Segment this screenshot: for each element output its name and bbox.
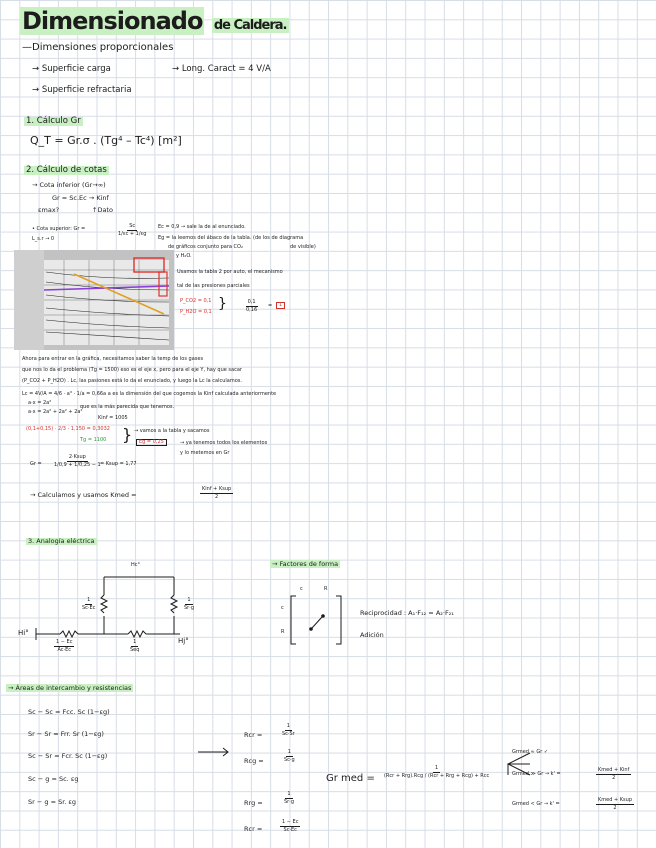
gr-result-label: Gr = [30,461,42,467]
long-caract: → Long. Caract = 4 V/A [172,64,271,74]
note-graficos: de gráficos conjunto para CO₂ [168,244,243,250]
lsr-label: L_s.r → 0 [32,236,55,242]
grmed-fraction [382,766,491,779]
area-row-1: Sc − Sc = Fcc. Sc (1−εg) [28,708,110,716]
bracket-note-2: → ya tenemos todos los elementos [180,440,268,446]
eg-value: Eg = 0,25 [136,439,167,446]
kmed-num: Kinf + Ksup [202,486,232,492]
p-co2: P_CO2 = 0,1 [180,298,212,304]
s3-heading: 3. Analogía eléctrica [28,537,95,545]
lc-line-1: Lc = 4V/A = 4/6 · a³ · 1/a = 0,66a a es la dimensión del que cogemos la Kinf calculada anteriormente [22,391,277,397]
page-title [20,9,289,33]
grmed-den: (Rcr + Rrg).Rcg / (Rcr + Rrg + Rcg) + Rcc [384,773,490,779]
s4-heading-text: → Áreas de intercambio y resistencias [8,684,132,692]
r-sr-g-num: 1 [187,597,191,603]
gr-result-den: 1/0,9 + 1/0,25 − 1 [54,462,101,468]
factores-forma-text: → Factores de forma [272,560,339,568]
paragraph-3: (P_CO2 + P_H2O) . Lc, las pasiones está lo da el enunciado, y luego la Lc la calculamos. [22,378,242,384]
case-equal: Grmed ≈ Gr ✓ [512,749,549,755]
reciprocidad: Reciprocidad : A₁·F₁₂ = A₂·F₂₁ [360,609,454,617]
node-hj: Hj° [178,637,189,645]
r-seq [128,640,141,653]
note-visible: de visible) [290,244,316,250]
tg-value: Tg = 1100 [80,437,107,443]
brace-tg: } [122,425,133,444]
rcr-den: Sc·Sr [282,731,295,737]
case-greater-num: Kmed + Kinf [598,767,630,773]
paragraph-2: que nos lo da el problema (Tg = 1500) eso es el eje x, pero para el eje Y, hay que sacar [22,367,242,373]
intro-item-refractaria: → Superficie refractaria [32,85,132,95]
brace-p: } [218,296,227,312]
area-row-5: Sr − g = Sr. εg [28,798,77,806]
side-note-1: Usamos la tabla 2 por auto, el mecanismo [177,269,283,275]
rcc-fraction [280,820,300,833]
s1-heading: 1. Cálculo Gr [26,116,81,126]
s2-heading: 2. Cálculo de cotas [26,165,107,175]
r-sc-ec-den: Sc·Ec [82,605,96,611]
factores-forma [270,561,340,568]
case-greater-den: 2 [612,775,616,781]
ksup-value: = Ksup = 1,77 [100,461,137,467]
note-eg: Eg = la leemos del ábaco de la tabla. (de los de diagrama [158,235,304,241]
case-greater: Grmed ≫ Gr → k' = [512,771,561,777]
lc-line-3: que es la más parecida que tenemos. [80,404,175,410]
ratio-eq: = [268,303,273,309]
rrg-den: Sr·g [284,799,294,805]
area-row-3: Sc − Sr = Fcr. Sc (1−εg) [28,752,108,760]
rcr-fraction [280,724,297,737]
kmed-line: → Calculamos y usamos Kmed = [30,491,137,499]
r-ac-ec-num: 1 − Ec [56,639,73,645]
rcg-num: 1 [287,749,291,755]
lc-line-4: a·x = 2a² + 2a² + 2a² [28,409,83,415]
r-sr-g [182,598,196,611]
abaco-photo [14,250,174,350]
area-row-2: Sr − Sr = Frr. Sr (1−εg) [28,730,104,738]
note-ec: Ec = 0,9 → sale la de al enunciado. [158,224,246,230]
kmed-den: 2 [215,494,219,500]
grmed-num: 1 [435,765,439,771]
note-h2o: y H₂O. [176,253,192,259]
rcg-fraction [282,750,297,763]
r-sc-ec [80,598,97,611]
cota-superior: • Cota superior: Gr = [32,226,86,232]
cota-sup-num: Sc [129,223,136,229]
title-suffix: de Caldera. [213,18,287,33]
rcc-label: Rcr = [244,825,263,833]
rcg-den: Sc·g [284,757,295,763]
adicion: Adición [360,631,384,639]
s1-formula: Q_T = Gr.σ . (Tg⁴ – Tc⁴) [m²] [30,134,182,147]
node-hi: Hi° [18,629,29,637]
rrg-num: 1 [287,791,291,797]
r-ac-ec-den: Ac·Ec [57,647,72,653]
case-less-num: Kmed + Ksup [598,797,632,803]
rcr-num: 1 [286,723,290,729]
grmed-label: Gr med = [326,773,375,784]
intro-heading: —Dimensiones proporcionales [22,42,174,53]
rcc-num: 1 − Ec [282,819,299,825]
bracket-note-1: → vamos a la tabla y sacamos [134,428,210,434]
rrg-fraction [282,792,296,805]
r-sr-g-den: Sr·g [184,605,194,611]
kinf-value: Kinf = 1005 [98,415,128,421]
ratio-num: 0,1 [247,299,256,305]
side-note-2: tal de las presiones parciales [177,283,250,289]
intro-item-carga: → Superficie carga [32,64,111,74]
red-calc: (0,1+0,15) · 2/3 · 1,150 = 0,3032 [26,426,110,432]
matrix-c-top: c [300,586,303,592]
gr-result-fraction [52,455,103,468]
r-seq-den: Seq [130,647,140,653]
cota-sup-den: 1/εc + 1/εg [118,231,147,237]
lc-line-2: a·x = 2a² [28,400,52,406]
ratio-fraction [244,300,259,313]
p-h2o: P_H2O = 0,1 [180,309,212,315]
matrix-r-top: R [324,586,328,592]
case-less: Grmed < Gr → k' = [512,801,560,807]
s4-heading [6,685,133,692]
bracket-note-3: y lo metemos en Gr [180,450,230,456]
case-less-den: 2 [613,805,617,811]
r-ac-ec [54,640,74,653]
area-row-4: Sc − g = Sc. εg [28,775,79,783]
kmed-fraction [200,487,233,500]
rrg-label: Rrg = [244,799,263,807]
r-seq-num: 1 [133,639,137,645]
matrix-c-left: c [281,605,284,611]
case-greater-fraction [596,768,631,781]
ratio-den: 0,16 [246,307,258,313]
emax-label: εmax? [38,206,60,214]
gr-result-num: 2·Ksup [68,454,86,460]
matrix-r-left: R [281,629,285,635]
ratio-result: 1 [276,302,285,309]
title-main: Dimensionado [22,7,203,35]
gr-equation: Gr = Sc.Ec → Kinf [52,194,109,202]
paragraph-1: Ahora para entrar en la gráfica, necesitamos saber la temp de los gases [22,356,204,362]
rcc-den: Sc·Ec [283,827,297,833]
rcr-label: Rcr = [244,731,263,739]
cota-sup-fraction [116,224,148,237]
node-hc: Hc° [131,562,141,568]
abaco-photo-drawing [14,250,174,350]
dato-label: ↑Dato [92,206,113,214]
cota-inferior: → Cota inferior (Gr→∞) [32,181,106,189]
rcg-label: Rcg = [244,757,264,765]
r-sc-ec-num: 1 [87,597,91,603]
case-less-fraction [596,798,634,811]
